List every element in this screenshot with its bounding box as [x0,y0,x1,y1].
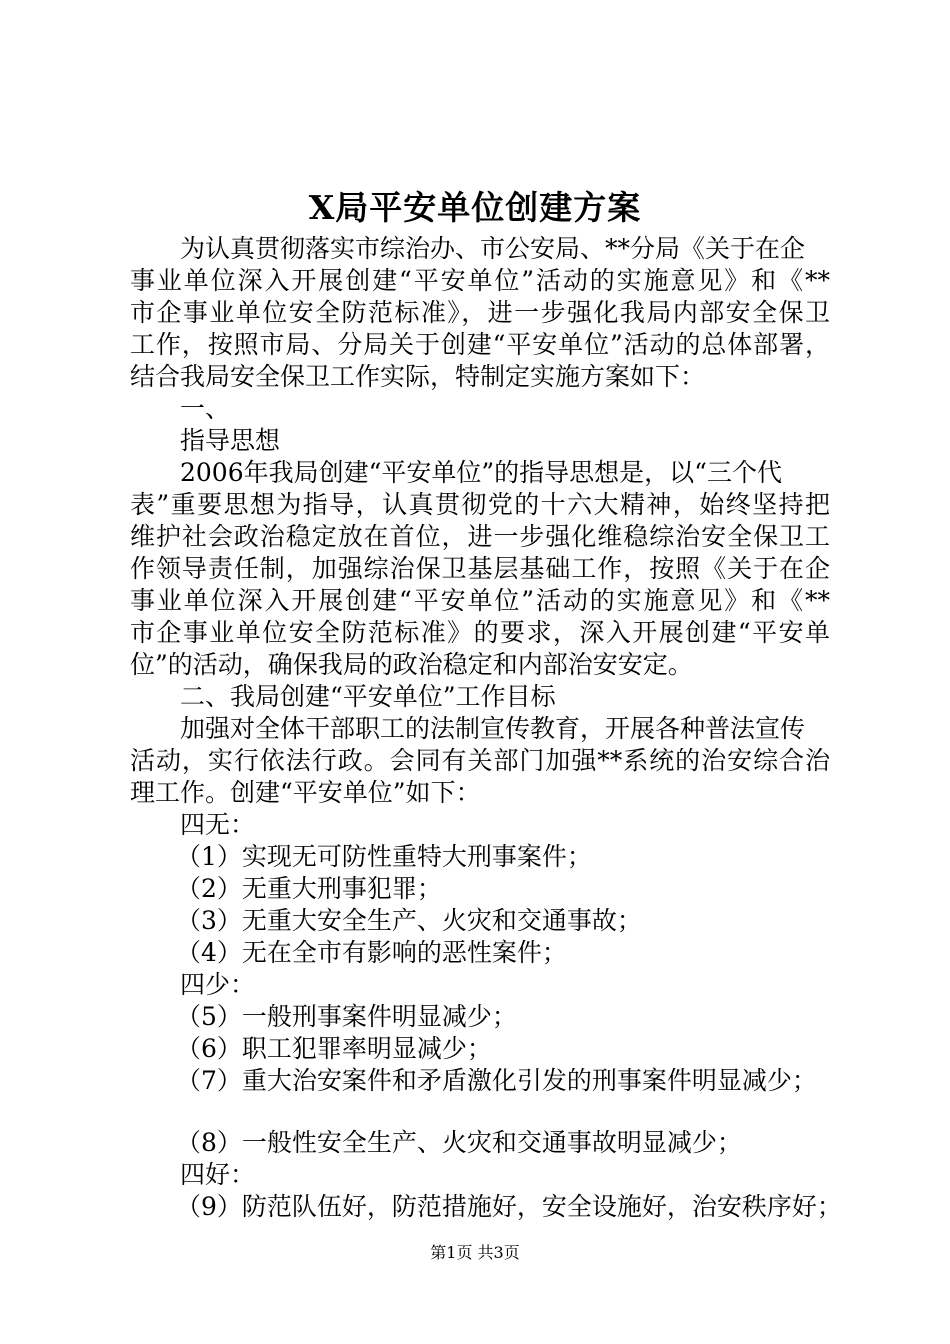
paragraph-line: 作领导责任制，加强综治保卫基层基础工作，按照《关于在企 [130,554,830,583]
paragraph-line: 2006年我局创建“平安单位”的指导思想是，以“三个代 [180,458,782,487]
section-heading: 指导思想 [180,426,281,455]
list-item: （6）职工犯罪率明显减少； [176,1034,492,1063]
list-item: （9）防范队伍好，防范措施好，安全设施好，治安秩序好； [176,1192,842,1221]
document-title: X局平安单位创建方案 [308,188,642,227]
paragraph-line: 事业单位深入开展创建“平安单位”活动的实施意见》和《** [130,266,830,295]
paragraph-line: 结合我局安全保卫工作实际，特制定实施方案如下： [130,362,706,391]
list-item: （8）一般性安全生产、火灾和交通事故明显减少； [176,1128,742,1157]
list-item: （4）无在全市有影响的恶性案件； [176,938,567,967]
paragraph-line: 维护社会政治稳定放在首位，进一步强化维稳综治安全保卫工 [130,522,830,551]
paragraph-line: 为认真贯彻落实市综治办、市公安局、**分局《关于在企 [180,234,806,263]
paragraph-line: 加强对全体干部职工的法制宣传教育，开展各种普法宣传 [180,714,806,743]
paragraph-line: 工作，按照市局、分局关于创建“平安单位”活动的总体部署， [130,330,830,359]
list-item: （2）无重大刑事犯罪； [176,874,442,903]
list-item: （1）实现无可防性重特大刑事案件； [176,842,592,871]
paragraph-line: 位”的活动，确保我局的政治稳定和内部治安安定。 [130,650,693,679]
list-heading: 四好： [180,1160,256,1189]
paragraph-line: 理工作。创建“平安单位”如下： [130,778,481,807]
list-item: （5）一般刑事案件明显减少； [176,1002,517,1031]
list-heading: 四少： [180,970,256,999]
section-heading: 二、我局创建“平安单位”工作目标 [180,682,556,711]
list-heading: 四无： [180,810,256,839]
page-footer: 第1页 共3页 [430,1243,520,1262]
section-number: 一、 [180,394,231,423]
paragraph-line: 市企事业单位安全防范标准》，进一步强化我局内部安全保卫 [130,298,830,327]
paragraph-line: 事业单位深入开展创建“平安单位”活动的实施意见》和《** [130,586,830,615]
paragraph-line: 市企事业单位安全防范标准》的要求，深入开展创建“平安单 [130,618,830,647]
paragraph-line: 活动，实行依法行政。会同有关部门加强**系统的治安综合治 [130,746,830,775]
paragraph-line: 表”重要思想为指导，认真贯彻党的十六大精神，始终坚持把 [130,490,830,519]
list-item: （3）无重大安全生产、火灾和交通事故； [176,906,642,935]
list-item: （7）重大治安案件和矛盾激化引发的刑事案件明显减少； [176,1066,817,1095]
